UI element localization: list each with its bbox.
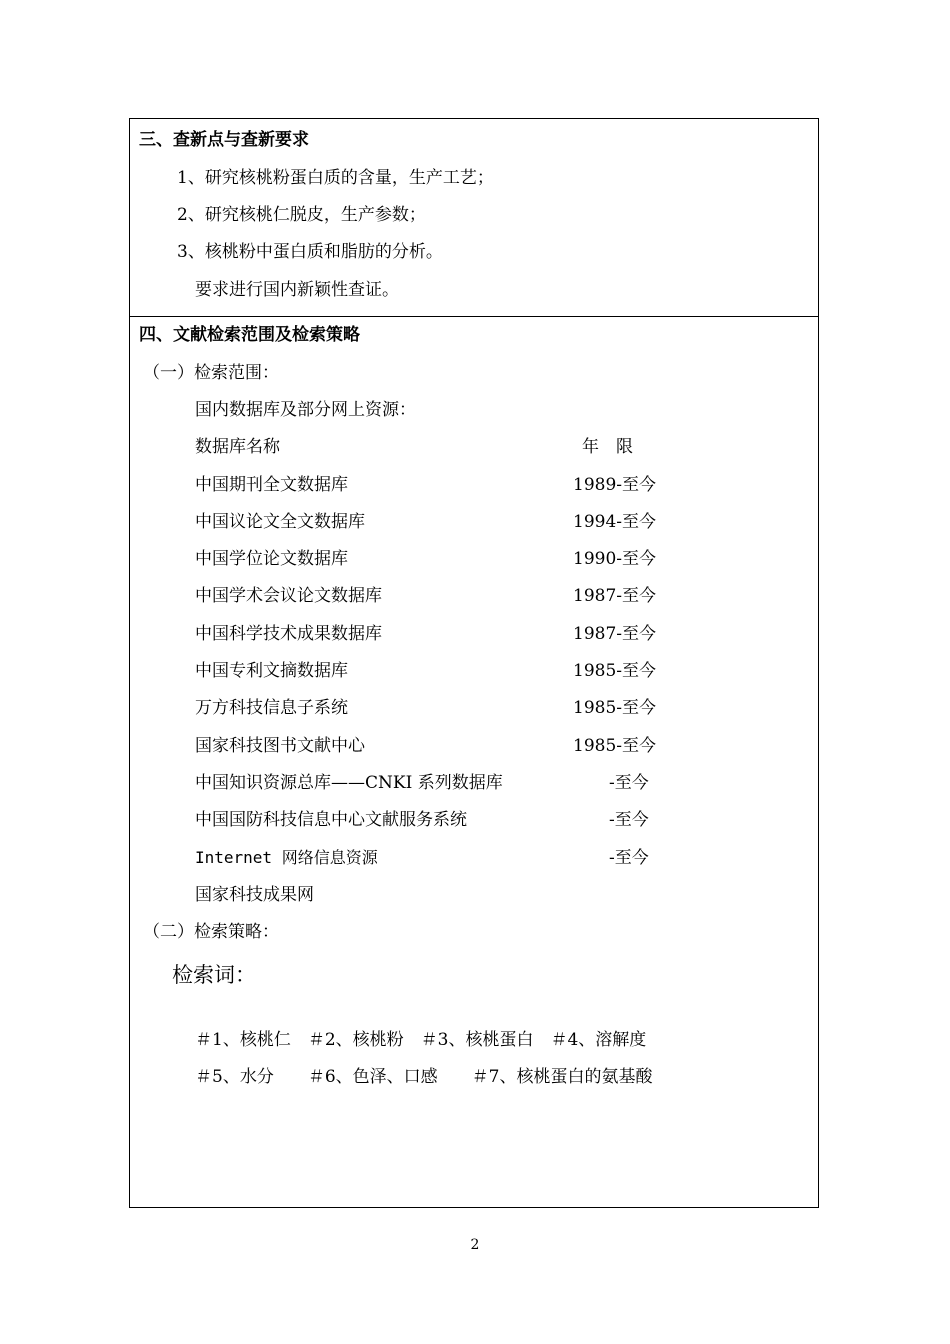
db-period: 1985-至今 <box>573 698 657 718</box>
db-period: -至今 <box>609 773 649 793</box>
section3-heading: 三、查新点与查新要求 <box>139 130 309 150</box>
scope-heading: （一）检索范围： <box>143 363 279 383</box>
db-name: 万方科技信息子系统 <box>195 698 348 718</box>
section3-item-2: 2、研究核桃仁脱皮，生产参数； <box>177 205 426 225</box>
db-period: 1994-至今 <box>573 512 657 532</box>
db-name: 中国知识资源总库——CNKI 系列数据库 <box>195 773 503 793</box>
db-name: 中国议论文全文数据库 <box>195 512 365 532</box>
section3-item-3: 3、核桃粉中蛋白质和脂肪的分析。 <box>177 242 443 262</box>
section-divider <box>130 316 818 317</box>
section3-item-1: 1、研究核桃粉蛋白质的含量，生产工艺； <box>177 168 494 188</box>
db-period: 1987-至今 <box>573 624 657 644</box>
page-number: 2 <box>470 1237 480 1253</box>
db-period: 1990-至今 <box>573 549 657 569</box>
db-period: -至今 <box>609 810 649 830</box>
db-name: 中国学术会议论文数据库 <box>195 586 382 606</box>
db-name: 中国学位论文数据库 <box>195 549 348 569</box>
db-name: Internet 网络信息资源 <box>195 848 378 867</box>
db-name: 中国期刊全文数据库 <box>195 475 348 495</box>
db-name: 国家科技成果网 <box>195 885 314 905</box>
scope-intro: 国内数据库及部分网上资源： <box>195 400 416 420</box>
db-period: 1989-至今 <box>573 475 657 495</box>
db-name: 国家科技图书文献中心 <box>195 736 365 756</box>
keyword-row: ＃5、水分 ＃6、色泽、口感 ＃7、核桃蛋白的氨基酸 <box>195 1067 653 1087</box>
db-period: -至今 <box>609 848 649 868</box>
db-name: 中国国防科技信息中心文献服务系统 <box>195 810 467 830</box>
keyword-row: ＃1、核桃仁 ＃2、核桃粉 ＃3、核桃蛋白 ＃4、溶解度 <box>195 1030 647 1050</box>
section3-requirement: 要求进行国内新颖性查证。 <box>195 280 399 300</box>
db-name: 中国专利文摘数据库 <box>195 661 348 681</box>
db-period: 1985-至今 <box>573 736 657 756</box>
keywords-label: 检索词： <box>172 963 256 987</box>
db-period: 1987-至今 <box>573 586 657 606</box>
db-name: 中国科学技术成果数据库 <box>195 624 382 644</box>
strategy-heading: （二）检索策略： <box>143 922 279 942</box>
db-period-header: 年 限 <box>582 437 633 457</box>
db-period: 1985-至今 <box>573 661 657 681</box>
db-name-header: 数据库名称 <box>195 437 280 457</box>
section4-heading: 四、文献检索范围及检索策略 <box>139 325 360 345</box>
